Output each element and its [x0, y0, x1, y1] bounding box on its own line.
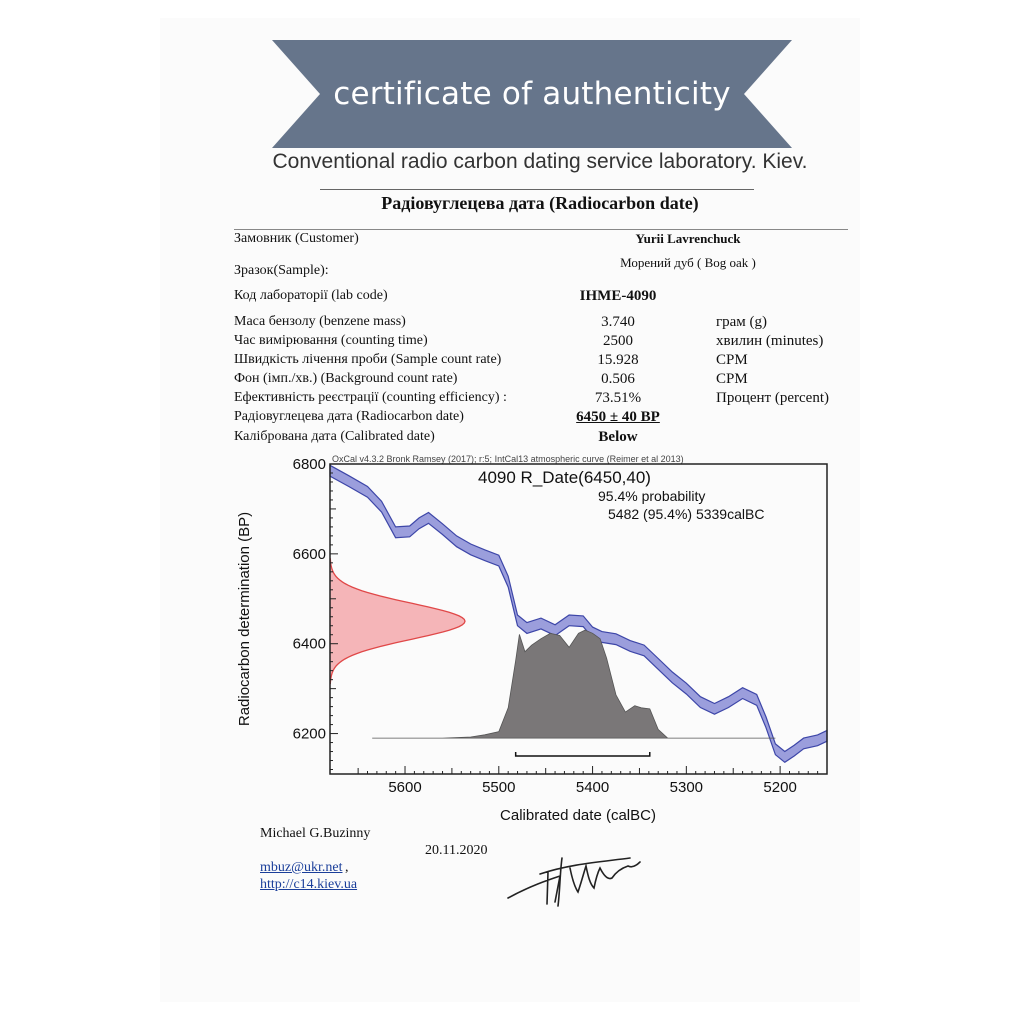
certificate-date: 20.11.2020	[425, 843, 488, 858]
y-tick-label: 6600	[292, 545, 326, 563]
field-label: Час вимірювання (counting time)	[234, 333, 428, 348]
x-tick-label: 5300	[669, 779, 704, 796]
x-tick-label: 5400	[575, 779, 610, 796]
y-tick-label: 6800	[292, 456, 326, 473]
divider	[320, 189, 754, 190]
sample-value: Морений дуб ( Bog oak )	[620, 255, 756, 270]
title-banner	[272, 40, 792, 148]
calibration-chart	[230, 452, 830, 828]
counting-efficiency-value: 73.51%	[594, 390, 642, 406]
counting-time-unit: хвилин (minutes)	[716, 333, 824, 349]
email-link[interactable]: mbuz@ukr.net	[260, 860, 343, 875]
document-title: Радіовуглецева дата (Radiocarbon date)	[381, 193, 699, 213]
chart-header: OxCal v4.3.2 Bronk Ramsey (2017); r:5; IntCal13 atmospheric curve (Reimer et al 2013)	[332, 454, 684, 464]
field-label: Ефективність реєстрації (counting efficiency) :	[234, 390, 507, 405]
field-counting-time	[0, 333, 1024, 351]
x-axis-label: Calibrated date (calBC)	[500, 807, 656, 824]
benzene-mass-value: 3.740	[601, 314, 635, 330]
y-tick-label: 6200	[292, 725, 326, 743]
laboratory-name: Conventional radio carbon dating service laboratory. Kiev.	[272, 150, 808, 173]
range-bracket	[516, 752, 650, 756]
counting-time-value: 2500	[603, 333, 633, 349]
field-radiocarbon-date	[0, 409, 1024, 427]
field-sample	[0, 263, 1024, 281]
signer-name: Michael G.Buzinny	[260, 826, 371, 841]
y-tick-label: 6400	[292, 635, 326, 653]
counting-efficiency-unit: Процент (percent)	[716, 390, 829, 406]
field-label: Замовник (Customer)	[234, 231, 359, 246]
banner-title: certificate of authenticity	[333, 76, 731, 112]
x-tick-label: 5600	[388, 779, 422, 796]
field-benzene-mass	[0, 314, 1024, 332]
range-label: 5482 (95.4%) 5339calBC	[608, 506, 765, 522]
calibrated-date-value: Below	[598, 429, 638, 445]
field-label: Швидкість лічення проби (Sample count rate)	[234, 352, 502, 367]
email-separator: ,	[345, 860, 349, 875]
calibration-chart-svg	[230, 452, 830, 828]
field-label: Радіовуглецева дата (Radiocarbon date)	[234, 409, 464, 424]
lab-code-value: IHME-4090	[579, 288, 657, 304]
sample-count-rate-unit: CPM	[716, 352, 748, 368]
customer-value: Yurii Lavrenchuck	[635, 231, 741, 246]
radiocarbon-distribution-fill	[330, 558, 465, 684]
x-tick-label: 5200	[763, 779, 797, 796]
field-label: Зразок(Sample):	[234, 263, 329, 278]
radiocarbon-date-value: 6450 ± 40 BP	[576, 409, 660, 425]
field-counting-efficiency	[0, 390, 1024, 408]
benzene-mass-unit: грам (g)	[716, 314, 768, 330]
background-count-rate-value: 0.506	[601, 371, 635, 387]
field-background-count-rate	[0, 371, 1024, 389]
field-customer	[0, 231, 1024, 249]
field-label: Код лабораторії (lab code)	[234, 288, 388, 303]
background-count-rate-unit: CPM	[716, 371, 748, 387]
probability-label: 95.4% probability	[598, 488, 706, 504]
handwritten-signature	[500, 828, 650, 913]
y-axis-label: Radiocarbon determination (BP)	[236, 511, 253, 727]
field-lab-code	[0, 288, 1024, 306]
website-link[interactable]: http://c14.kiev.ua	[260, 877, 358, 892]
calibrated-date-distribution	[372, 630, 775, 738]
field-sample-count-rate	[0, 352, 1024, 370]
field-label: Маса бензолу (benzene mass)	[234, 314, 406, 329]
divider	[234, 229, 848, 230]
field-label: Калібрована дата (Calibrated date)	[234, 429, 435, 444]
chart-title: 4090 R_Date(6450,40)	[478, 468, 651, 487]
sample-count-rate-value: 15.928	[597, 352, 639, 368]
x-tick-label: 5500	[482, 779, 516, 796]
field-calibrated-date	[0, 429, 1024, 447]
field-label: Фон (імп./хв.) (Background count rate)	[234, 371, 458, 386]
